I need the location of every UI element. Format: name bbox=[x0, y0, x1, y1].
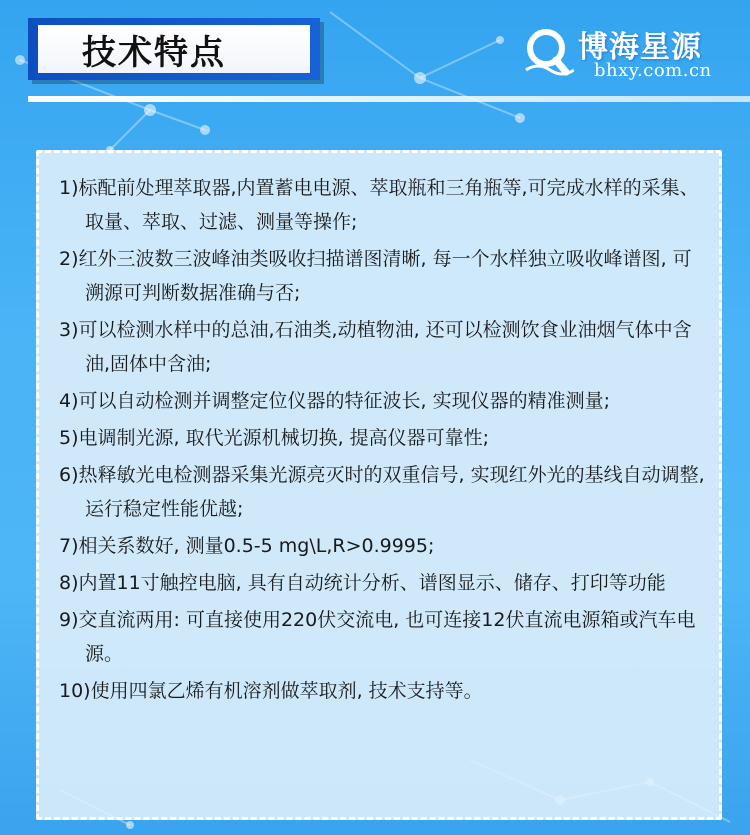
brand-name: 博海星源 bbox=[578, 30, 702, 65]
features-panel bbox=[36, 150, 722, 820]
features-list bbox=[59, 171, 709, 711]
brand-url: bhxy.com.cn bbox=[594, 60, 712, 81]
title-plate bbox=[38, 25, 310, 73]
feature-item: 8)内置11寸触控电脑, 具有自动统计分析、谱图显示、储存、打印等功能 bbox=[59, 572, 666, 594]
feature-item: 1)标配前处理萃取器,内置蓄电电源、萃取瓶和三角瓶等,可完成水样的采集、取量、萃取、过滤、测量等操作; bbox=[59, 177, 699, 233]
page-title: 技术特点 bbox=[82, 32, 226, 73]
feature-item: 5)电调制光源, 取代光源机械切换, 提高仪器可靠性; bbox=[59, 427, 490, 449]
feature-item: 6)热释敏光电检测器采集光源亮灭时的双重信号, 实现红外光的基线自动调整, 运行稳定性能优越; bbox=[59, 464, 705, 520]
brand-logo bbox=[524, 22, 724, 82]
feature-item: 4)可以自动检测并调整定位仪器的特征波长, 实现仪器的精准测量; bbox=[59, 390, 610, 412]
feature-item: 3)可以检测水样中的总油,石油类,动植物油, 还可以检测饮食业油烟气体中含油,固体中含油; bbox=[59, 319, 692, 375]
feature-item: 10)使用四氯乙烯有机溶剂做萃取剂, 技术支持等。 bbox=[59, 680, 483, 702]
feature-item: 2)红外三波数三波峰油类吸收扫描谱图清晰, 每一个水样独立吸收峰谱图, 可溯源可判断数据准确与否; bbox=[59, 248, 692, 304]
feature-item: 7)相关系数好, 测量0.5-5 mg\L,R>0.9995; bbox=[59, 535, 435, 557]
magnifier-q-logo-icon bbox=[524, 24, 574, 80]
feature-item: 9)交直流两用: 可直接使用220伏交流电, 也可连接12伏直流电源箱或汽车电源。 bbox=[59, 609, 696, 665]
title-banner bbox=[28, 18, 320, 80]
title-underline bbox=[28, 96, 750, 102]
